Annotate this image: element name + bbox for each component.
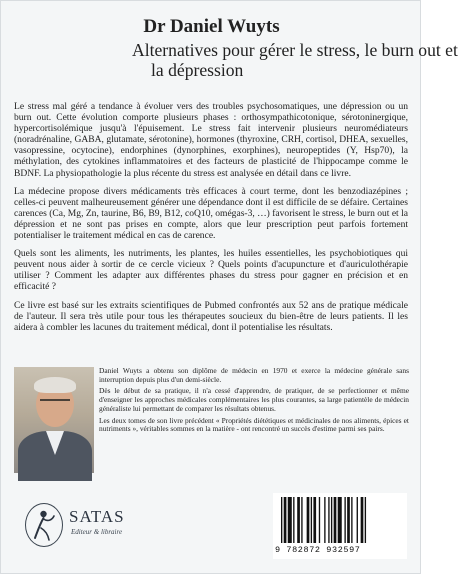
blurb-paragraph: Le stress mal géré a tendance à évoluer vers des troubles psychosomatiques, une dépression ou un burn out. Cette évolution comporte plusieurs phases : orthosympathicotonique, sérotoninergique, hypercortisolémique jusqu'à l'épuisement. Le stress fait intervenir plusieurs neuromédiateurs (noradrénaline, GABA, glutamate, sérotonine), hormones (thyroxine, CRH, cortisol, DHEA, sexuelles, vasopressine, ocytocine), endorphines (dynorphines, exorphines), neuropeptides (Y, Hsp70), la méthylation, des cytokines inflammatoires et des facteurs de plasticité de l'hippocampe comme le BDNF. La physiopathologie la plus récente du stress est analysée en détail dans ce livre. [14, 101, 408, 179]
satas-figure-logo-icon [25, 503, 63, 547]
blurb-paragraph: Ce livre est basé sur les extraits scientifiques de Pubmed confrontés aux 52 ans de pratique médicale de l'auteur. Il sera très utile pour tous les thérapeutes soucieux du bien-être de leurs patients. Il les aidera à combler les lacunes du traitement médical, dont il potentialise les résultats. [14, 299, 408, 333]
isbn-barcode [273, 493, 407, 559]
barcode-bars [281, 497, 399, 543]
barcode-bar [328, 497, 329, 543]
blurb-paragraph: Quels sont les aliments, les nutriments, les plantes, les huiles essentielles, les psychobiotiques qui peuvent nous aider à sortir de ce cercle vicieux ? Quels points d'acupuncture et d'auriculothérapie utiliser ? Comment les adapter aux différentes phases du stress pour gagner en précision et en efficacité ? [14, 248, 408, 293]
barcode-bar [365, 497, 366, 543]
barcode-digits: 9 782872 932597 [275, 545, 361, 555]
publisher-logo [25, 501, 135, 551]
barcode-bar [293, 497, 294, 543]
barcode-bar [288, 497, 292, 543]
book-title [132, 40, 458, 80]
bio-paragraph: Dès le début de sa pratique, il n'a cessé d'apprendre, de pratiquer, de se perfectionner et même d'enseigner les approches médicales complémentaires les plus courantes, sa large patientèle de médecin généraliste lui permettant de comparer les résultats obtenus. [99, 386, 409, 413]
barcode-bar [344, 497, 345, 543]
barcode-bar [351, 497, 352, 543]
bio-paragraph: Les deux tomes de son livre précédent « Propriétés diététiques et médicinales de nos aliments, épices et nutriments », véritables sommes en la matière - ont rencontré un succès d'estime parmi ses pairs. [99, 415, 409, 434]
book-title-line-1: Alternatives pour gérer le stress, le burn out et [132, 40, 458, 60]
barcode-bar [297, 497, 300, 543]
author-name: Dr Daniel Wuyts [143, 16, 280, 37]
barcode-bar [357, 497, 358, 543]
barcode-bar [324, 497, 325, 543]
publisher-name: SATAS [69, 507, 125, 526]
barcode-bar [319, 497, 320, 543]
barcode-bar [301, 497, 302, 543]
publisher-tagline: Editeur & libraire [71, 528, 123, 536]
bio-paragraph: Daniel Wuyts a obtenu son diplôme de médecin en 1970 et exerce la médecine générale sans interruption depuis plus d'un demi-siècle. [99, 366, 409, 384]
barcode-bar [313, 497, 316, 543]
barcode-bar [347, 497, 350, 543]
book-title-line-2: la dépression [151, 60, 244, 80]
barcode-bar [281, 497, 282, 543]
barcode-bar [338, 497, 342, 543]
barcode-bar [307, 497, 310, 543]
portrait-hair [34, 377, 76, 393]
author-bio [99, 367, 409, 437]
blurb [14, 101, 408, 340]
barcode-bar [331, 497, 332, 543]
barcode-bar [284, 497, 287, 543]
blurb-paragraph: La médecine propose divers médicaments très efficaces à court terme, dont les benzodiazépines ; celles-ci peuvent malheureusement générer une dépendance dont il est difficile de se défaire. Certaines carences (Ca, Mg, Zn, taurine, B6, B9, B12, coQ10, omégas-3, …) favorisent le stress, le burn out et la dépression et ne sont pas prises en compte, alors que leur prescription peut parfois fortement potentialiser le traitement médical en cas de carence. [14, 185, 408, 242]
barcode-bar [334, 497, 337, 543]
author-portrait [14, 367, 94, 473]
barcode-bar [361, 497, 364, 543]
barcode-bar [311, 497, 312, 543]
portrait-glasses [40, 399, 70, 407]
